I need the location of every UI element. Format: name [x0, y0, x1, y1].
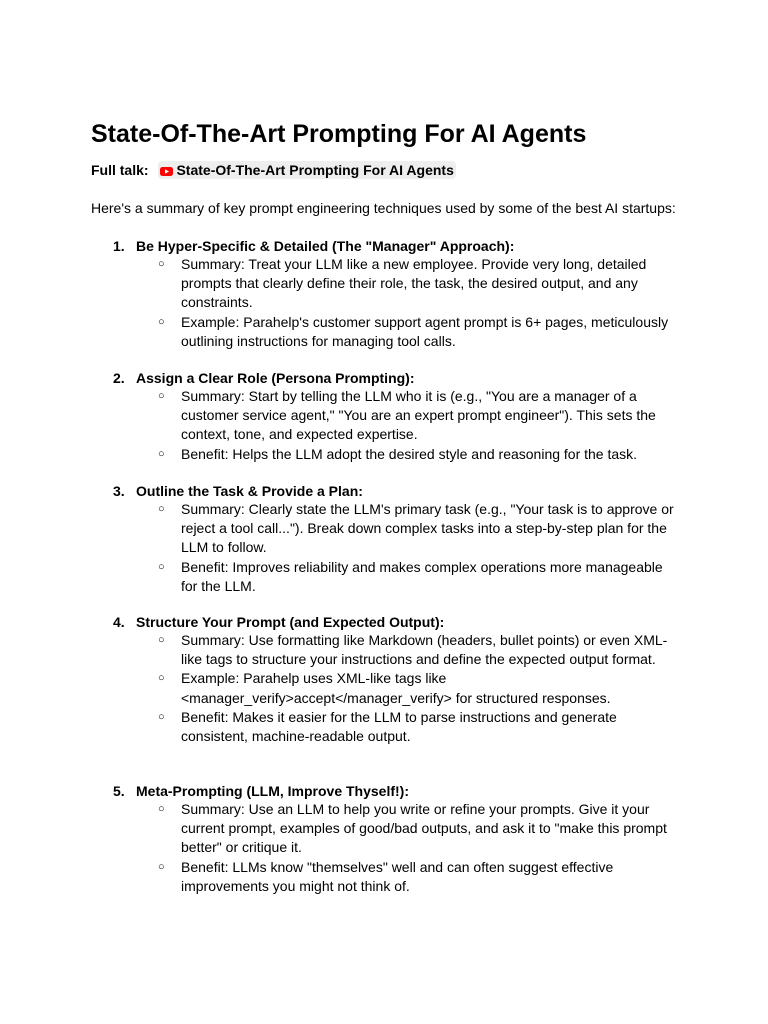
item-heading: Assign a Clear Role (Persona Prompting): — [136, 370, 415, 386]
sub-list-item — [0, 708, 768, 746]
item-number: 2. — [113, 370, 125, 386]
sub-item-text: Summary: Use an LLM to help you write or refine your prompts. Give it your current prompt, examples of good/bad outputs, and ask it to "make this prompt better" or critique it. — [181, 801, 667, 856]
sub-list-item — [0, 387, 768, 445]
hollow-bullet-icon: ○ — [158, 447, 165, 460]
item-heading: Structure Your Prompt (and Expected Output): — [136, 614, 445, 630]
sub-item-text: Summary: Treat your LLM like a new employee. Provide very long, detailed prompts that clearly define their role, the task, the desired output, and any constraints. — [181, 256, 647, 311]
sub-item-text: Benefit: Makes it easier for the LLM to parse instructions and generate consistent, machine-readable output. — [181, 708, 617, 745]
hollow-bullet-icon: ○ — [158, 710, 165, 723]
sub-item-text: Benefit: LLMs know "themselves" well and can often suggest effective improvements you might not think of. — [181, 858, 614, 894]
sub-item-text: Benefit: Helps the LLM adopt the desired style and reasoning for the task. — [181, 445, 638, 462]
sub-list — [0, 500, 768, 596]
hollow-bullet-icon: ○ — [158, 315, 165, 328]
item-number: 3. — [113, 483, 125, 499]
sub-item-text: Summary: Use formatting like Markdown (headers, bullet points) or even XML-like tags to structure your instructions and define the expected output format. — [181, 632, 668, 668]
sub-list — [0, 800, 768, 896]
sub-list-item — [0, 858, 768, 896]
sub-list-item — [0, 669, 768, 707]
item-heading: Be Hyper-Specific & Detailed (The "Manager" Approach): — [136, 238, 515, 254]
item-number: 1. — [113, 238, 125, 254]
video-link-text[interactable]: State-Of-The-Art Prompting For AI Agents — [176, 162, 454, 178]
hollow-bullet-icon: ○ — [158, 503, 165, 515]
sub-item-text: Benefit: Improves reliability and makes complex operations more manageable for the LLM. — [181, 558, 663, 594]
sub-item-text: Example: Parahelp's customer support agent prompt is 6+ pages, meticulously outlining instructions for managing tool calls. — [181, 313, 669, 349]
sub-item-text: Example: Parahelp uses XML-like tags like <manager_verify>accept</manager_verify> for structured responses. — [181, 670, 611, 706]
sub-list-item — [0, 313, 768, 351]
sub-list-item — [0, 500, 768, 558]
sub-list — [0, 631, 768, 746]
sub-list-item — [0, 800, 768, 858]
hollow-bullet-icon: ○ — [158, 390, 165, 402]
sub-list — [0, 255, 768, 351]
full-talk-label: Full talk: — [91, 162, 149, 178]
intro-paragraph: Here's a summary of key prompt engineering techniques used by some of the best AI startups: — [91, 200, 676, 216]
sub-item-text: Summary: Start by telling the LLM who it is (e.g., "You are a manager of a customer service agent," "You are an expert prompt engineer"). This sets the context, tone, and expected expertise. — [181, 388, 656, 443]
sub-list-item — [0, 445, 768, 464]
item-heading: Outline the Task & Provide a Plan: — [136, 483, 363, 499]
sub-item-text: Summary: Clearly state the LLM's primary task (e.g., "Your task is to approve or reject a tool call..."). Break down complex tasks into a step-by-step plan for the LLM to follow. — [181, 501, 674, 556]
sub-list — [0, 387, 768, 464]
item-number: 4. — [113, 614, 125, 630]
sub-list-item — [0, 255, 768, 313]
hollow-bullet-icon: ○ — [158, 634, 165, 646]
item-heading: Meta-Prompting (LLM, Improve Thyself!): — [136, 783, 409, 799]
item-number: 5. — [113, 783, 125, 799]
hollow-bullet-icon: ○ — [158, 803, 165, 815]
hollow-bullet-icon: ○ — [158, 560, 165, 573]
hollow-bullet-icon: ○ — [158, 672, 165, 685]
page-title: State-Of-The-Art Prompting For AI Agents — [91, 120, 587, 148]
hollow-bullet-icon: ○ — [158, 258, 165, 270]
hollow-bullet-icon: ○ — [158, 860, 165, 873]
sub-list-item — [0, 558, 768, 596]
sub-list-item — [0, 631, 768, 669]
